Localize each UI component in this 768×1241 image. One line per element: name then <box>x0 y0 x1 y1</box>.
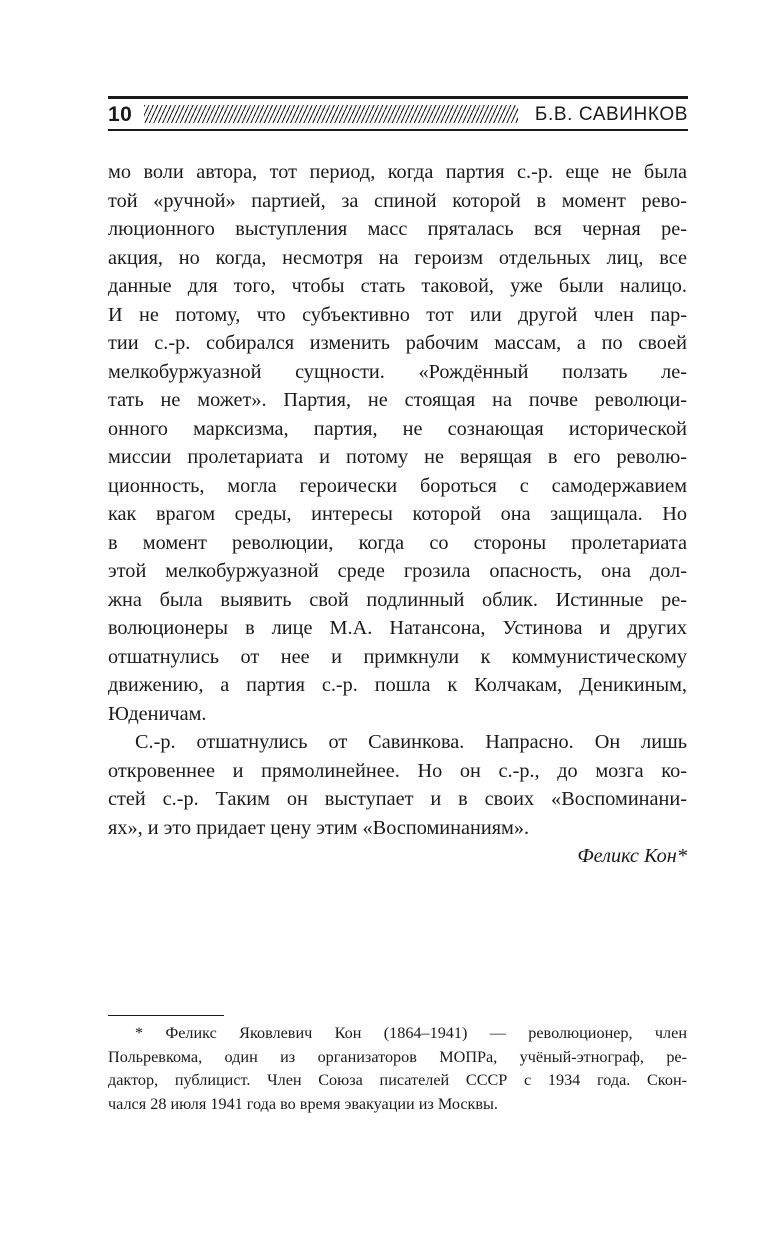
footnote <box>108 1022 687 1116</box>
text-line: миссии пролетариата и потому не верящая в его револю- <box>108 446 687 468</box>
text-line: мелкобуржуазной сущности. «Рождённый ползать ле- <box>108 360 687 383</box>
text-line: жна была выявить свой подлинный облик. Истинные ре- <box>108 588 687 611</box>
text-line: в момент революции, когда со стороны пролетариата <box>108 531 687 554</box>
footnote-line: чался 28 июля 1941 года во время эвакуации из Москвы. <box>108 1094 498 1113</box>
text-line: И не потому, что субъективно тот или другой член пар- <box>108 303 687 326</box>
text-line: мо воли автора, тот период, когда партия с.-р. еще не была <box>108 161 687 183</box>
running-head: Б.В. САВИНКОВ <box>534 104 688 125</box>
page-header <box>108 96 688 134</box>
body-text <box>108 158 687 871</box>
text-line: ционность, могла героически бороться с самодержавием <box>108 474 687 497</box>
footnote-line: * Феликс Яковлевич Кон (1864–1941) — революционер, член <box>135 1024 687 1042</box>
text-line: как врагом среды, интересы которой она защищала. Но <box>108 503 687 525</box>
footnote-line: Польревкома, один из организаторов МОПРа, учёный-этнограф, ре- <box>108 1047 687 1066</box>
header-hatch-ornament <box>144 105 518 123</box>
text-line: откровеннее и прямолинейнее. Но он с.-р., до мозга ко- <box>108 759 687 782</box>
text-line: С.-р. отшатнулись от Савинкова. Напрасно. Он лишь <box>135 731 687 753</box>
text-line: ях», и это придает цену этим «Воспоминаниям». <box>108 816 530 839</box>
text-line: той «ручной» партией, за спиной которой в момент рево- <box>108 189 687 212</box>
author-signature: Феликс Кон* <box>577 845 687 867</box>
text-line: данные для того, чтобы стать таковой, уже были налицо. <box>108 275 687 297</box>
text-line: тать не может». Партия, не стоящая на почве революци- <box>108 389 687 411</box>
text-line: этой мелкобуржуазной среде грозила опасность, она дол- <box>108 560 687 582</box>
text-line: Юденичам. <box>108 702 207 725</box>
header-top-rule <box>108 96 688 99</box>
text-line: стей с.-р. Таким он выступает и в своих «Воспоминани- <box>108 788 687 810</box>
text-line: движению, а партия с.-р. пошла к Колчакам, Деникиным, <box>108 674 687 696</box>
text-line: акция, но когда, несмотря на героизм отдельных лиц, все <box>108 246 687 269</box>
text-line: волюционеры в лице М.А. Натансона, Устинова и других <box>108 617 687 639</box>
paragraph-2 <box>108 728 687 842</box>
text-line: онного марксизма, партия, не сознающая исторической <box>108 417 687 440</box>
text-line: отшатнулись от нее и примкнули к коммунистическому <box>108 645 687 668</box>
paragraph-1 <box>108 158 687 728</box>
page-number: 10 <box>108 103 133 126</box>
footnote-rule <box>108 1015 224 1016</box>
text-line: тии с.-р. собирался изменить рабочим массам, а по своей <box>108 332 687 354</box>
header-bottom-rule <box>108 129 688 131</box>
footnote-line: дактор, публицист. Член Союза писателей СССР с 1934 года. Скон- <box>108 1071 687 1089</box>
text-line: люционного выступления масс пряталась вся черная ре- <box>108 218 687 240</box>
